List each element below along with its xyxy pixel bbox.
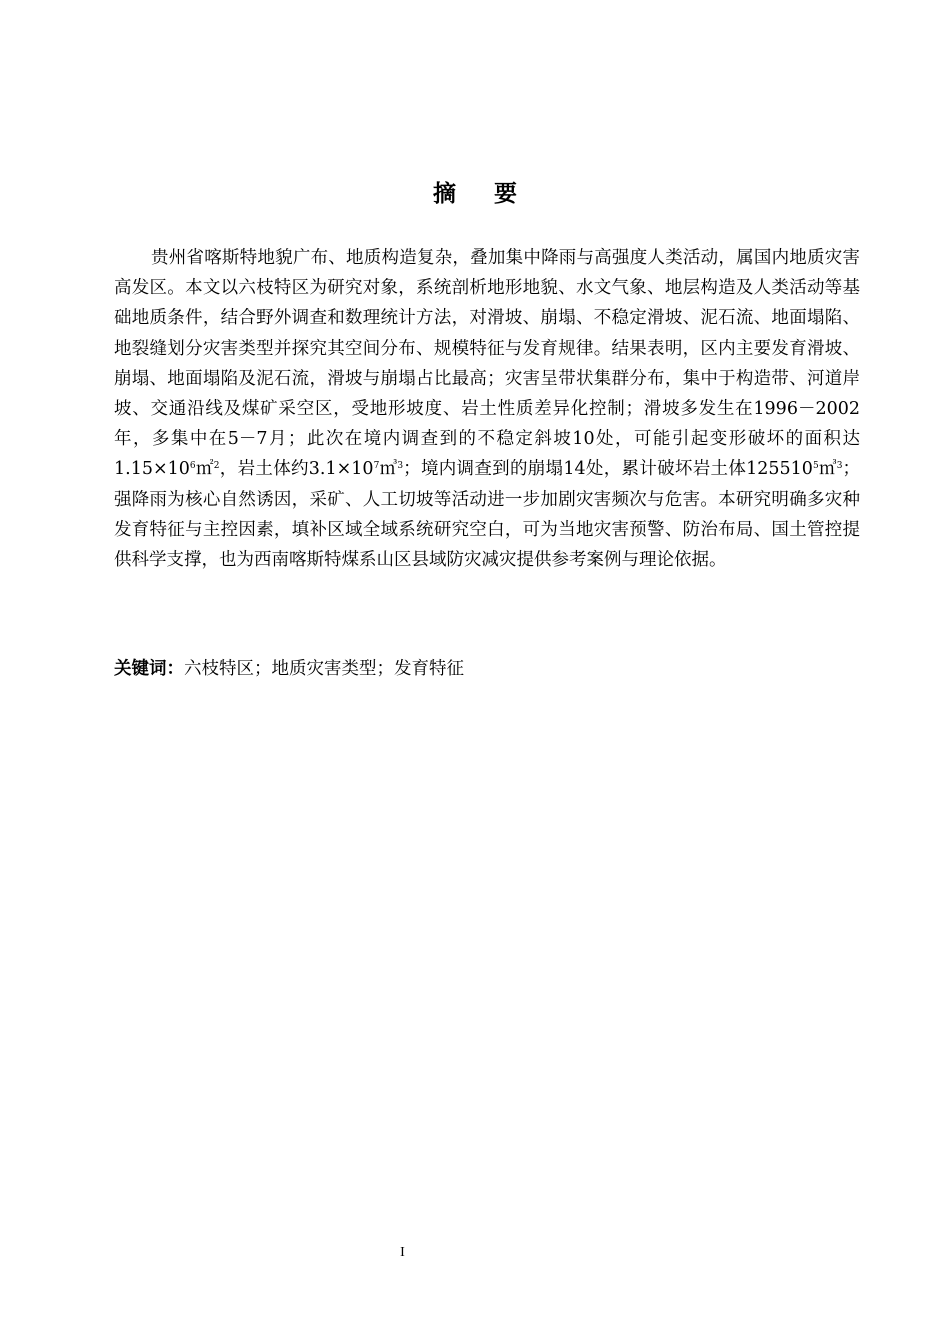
unit-text: ㎡ [195,459,214,480]
keywords-label: 关键词： [114,659,184,679]
exponent: 7 [373,461,380,472]
exponent: 6 [189,461,196,472]
unit-text: ㎥ [379,459,398,480]
exponent: 5 [812,461,819,472]
keywords-list: 六枝特区；地质灾害类型；发育特征 [184,659,464,679]
abstract-body [114,243,860,575]
unit-text: ㎥ [818,459,837,480]
abstract-text: ；境内调查到的崩塌14处，累计破坏岩土体125510 [403,459,813,480]
page-number: I [400,1245,405,1260]
exponent: 3 [836,461,843,472]
exponent: 2 [213,461,220,472]
abstract-title: 摘要 [433,181,555,207]
abstract-text: ，岩土体约3.1×10 [219,459,374,480]
abstract-text: ；强降雨为核心自然诱因，采矿、人工切坡等活动进一步加剧灾害频次与危害。本研究明确多灾种发育特征与主控因素，填补区域全域系统研究空白，可为当地灾害预警、防治布局、国土管控提供科学支撑，也为西南喀斯特煤系山区县域防灾减灾提供参考案例与理论依据。 [114,459,861,571]
abstract-text: 贵州省喀斯特地貌广布、地质构造复杂，叠加集中降雨与高强度人类活动，属国内地质灾害高发区。本文以六枝特区为研究对象，系统剖析地形地貌、水文气象、地层构造及人类活动等基础地质条件，结合野外调查和数理统计方法，对滑坡、崩塌、不稳定滑坡、泥石流、地面塌陷、地裂缝划分灾害类型并探究其空间分布、规模特征与发育规律。结果表明，区内主要发育滑坡、崩塌、地面塌陷及泥石流，滑坡与崩塌占比最高；灾害呈带状集群分布，集中于构造带、河道岸坡、交通沿线及煤矿采空区，受地形坡度、岩土性质差异化控制；滑坡多发生在1996－2002年，多集中在5－7月；此次在境内调查到的不稳定斜坡10处，可能引起变形破坏的面积达1.15×10 [114,248,860,480]
keywords-line [114,655,860,683]
exponent: 3 [397,461,404,472]
